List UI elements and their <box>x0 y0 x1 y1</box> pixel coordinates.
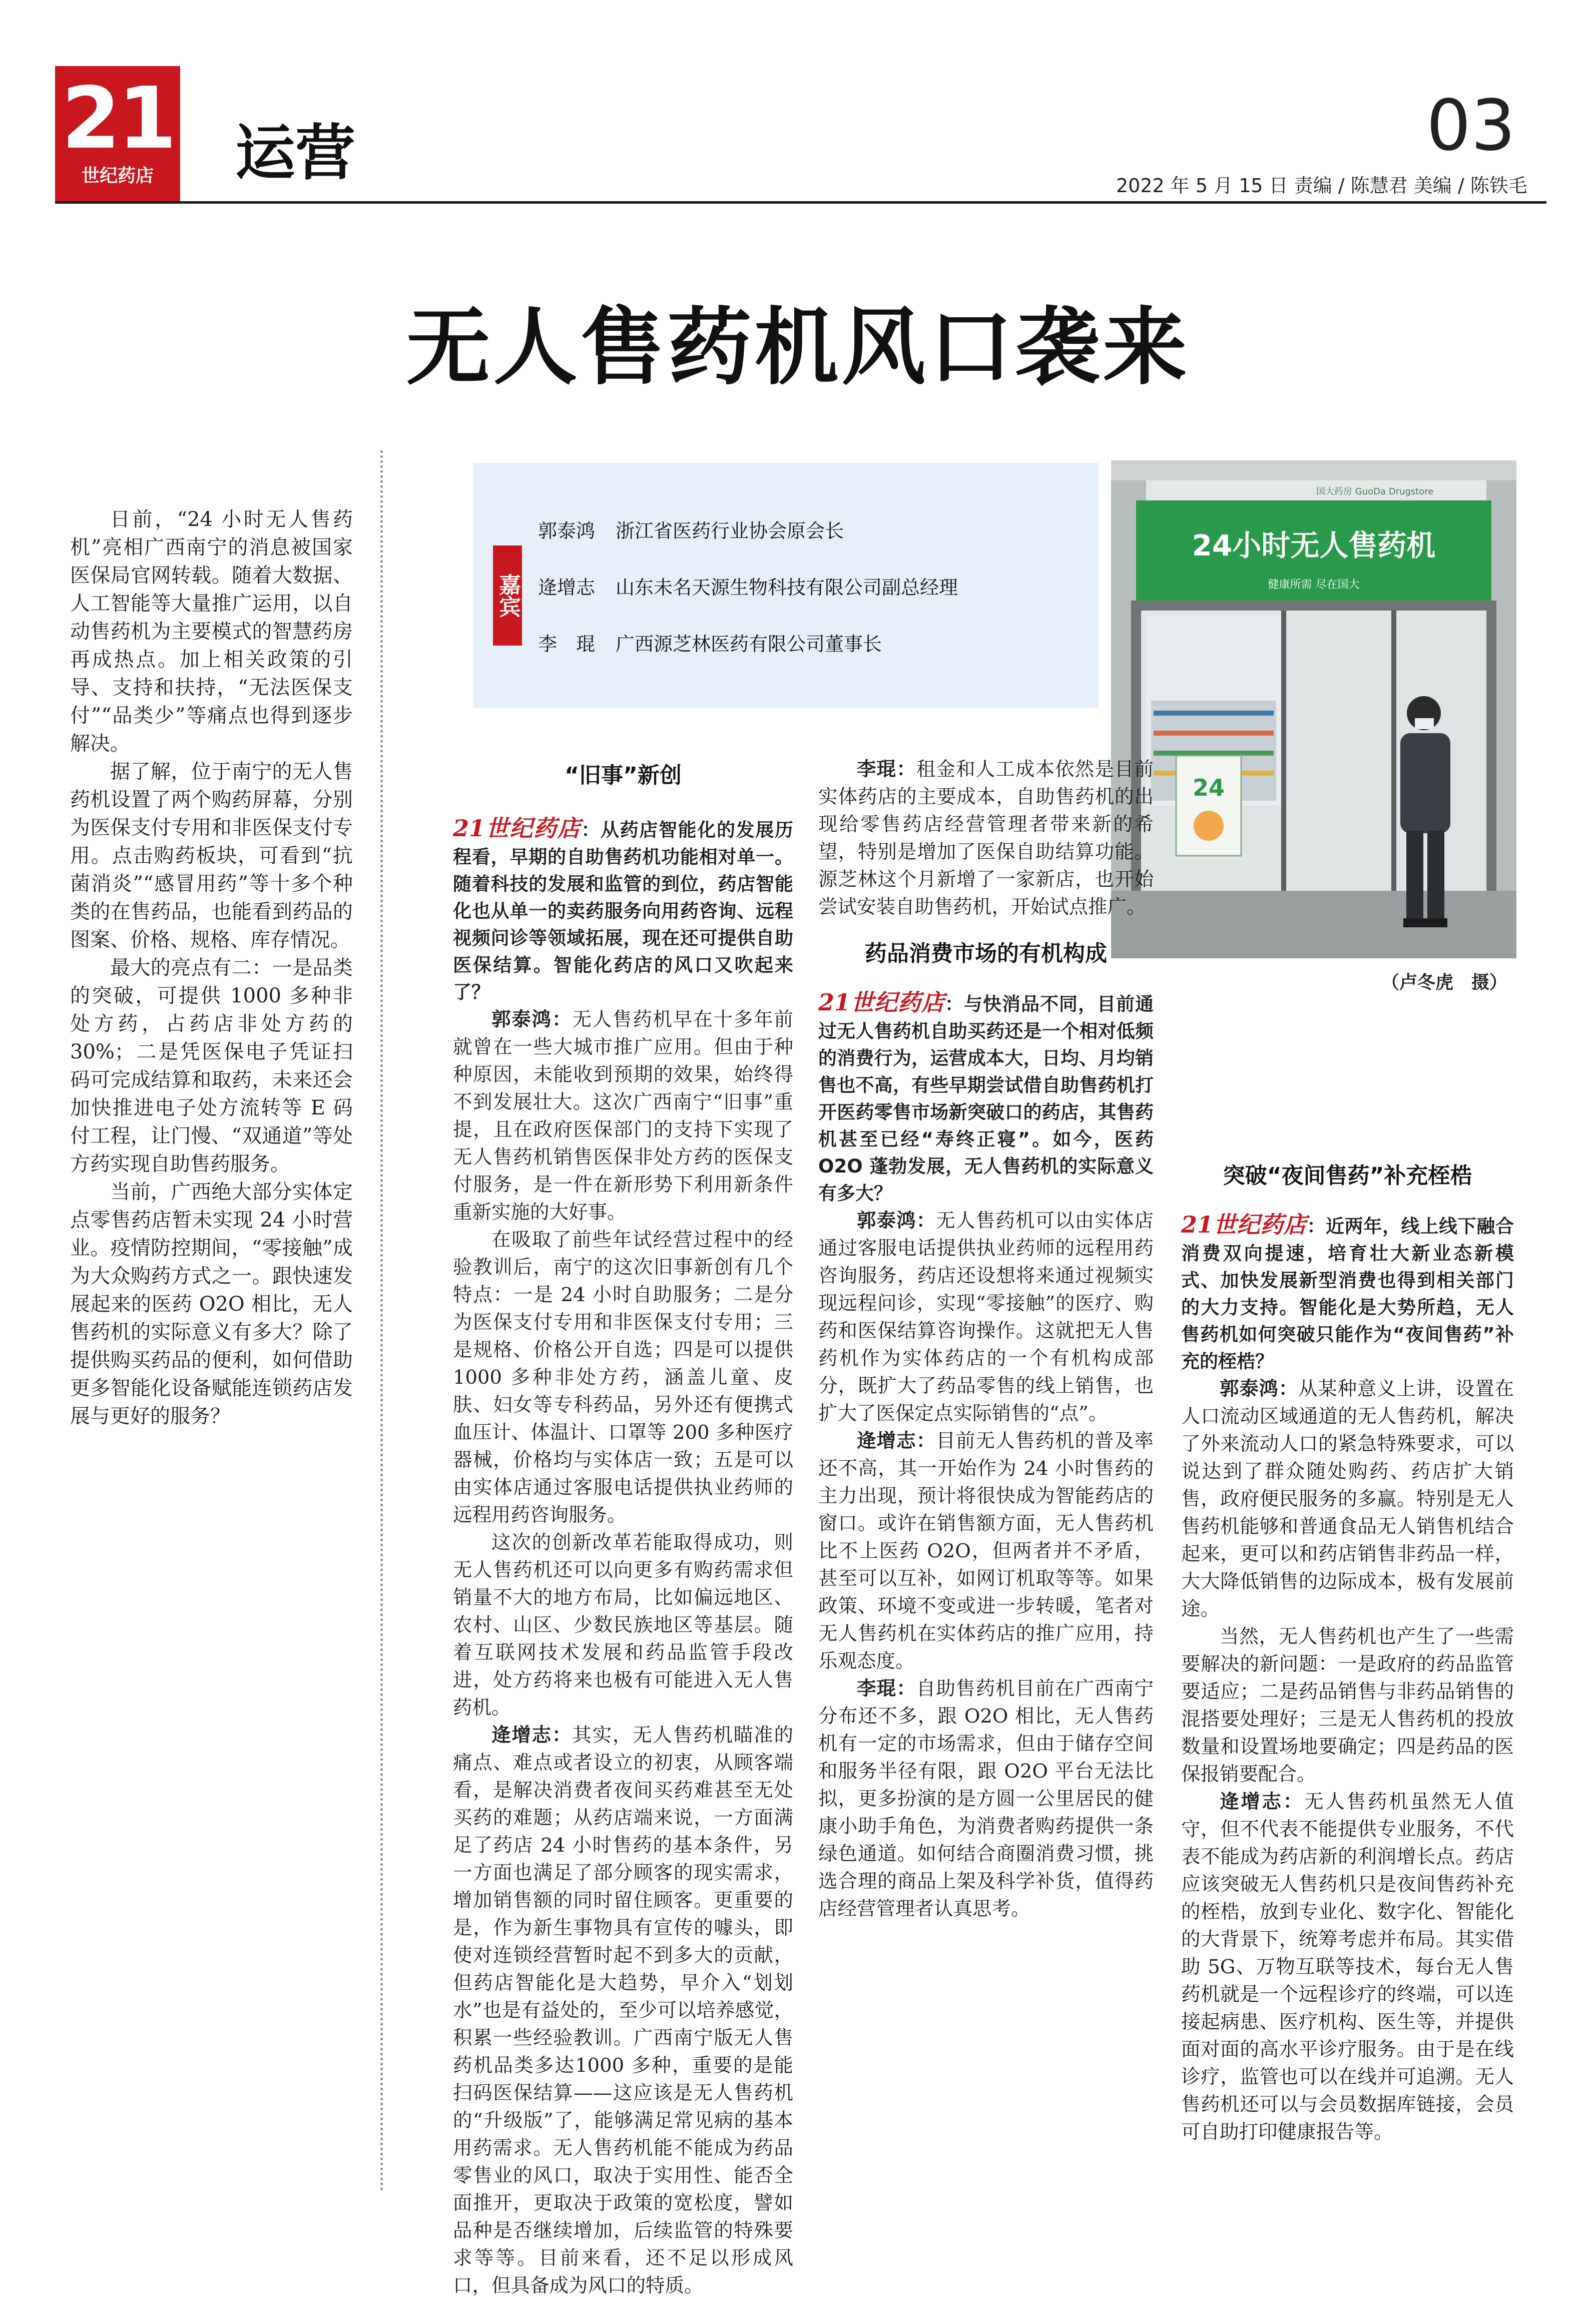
interview-question: 21世纪药店：从药店智能化的发展历程看，早期的自助售药机功能相对单一。随着科技的发展和监管的到位，药店智能化也从单一的卖药服务向用药咨询、远程视频问诊等领域拓展，现在还可提供自助医保结算。智能化药店的风口又吹起来了？ <box>453 815 793 1003</box>
speaker-name: 逄增志： <box>491 1724 573 1747</box>
intro-paragraph: 最大的亮点有二：一是品类的突破，可提供 1000 多种非处方药，占药店非处方药的 30%；二是凭医保电子凭证扫码可完成结算和取药，未来还会加快推进电子处方流转等 E 码付工程，让门慢、“双通道”等处方药实现自助售药服务。 <box>70 956 353 1176</box>
article-column-2 <box>818 756 1154 1923</box>
answer-paragraph: 当然，无人售药机也产生了一些需要解决的新问题：一是政府的药品监管要适应；二是药品销售与非药品销售的混搭要处理好；三是无人售药机的投放数量和设置场地要确定；四是药品的医保报销要配合。 <box>1181 1625 1514 1786</box>
speaker-name: 李琨： <box>857 1677 916 1700</box>
section-heading: 突破“夜间售药”补充桎梏 <box>1223 1163 1472 1189</box>
section-heading: “旧事”新创 <box>565 763 682 788</box>
store-brand-text: 国大药房 GuoDa Drugstore <box>1316 486 1434 497</box>
guest-tag-label: 嘉宾 <box>495 573 520 618</box>
speaker-name: 李琨： <box>857 758 916 781</box>
speaker-name: 逄增志： <box>857 1430 936 1452</box>
section-title: 运营 <box>235 119 355 188</box>
guest-row <box>538 515 844 543</box>
article-column-3 <box>1181 1016 1514 2146</box>
answer-paragraph: 郭泰鸿：从某种意义上讲，设置在人口流动区域通道的无人售药机，解决了外来流动人口的紧急特殊要求，可以说达到了群众随处购药、药店扩大销售，政府便民服务的多赢。特别是无人售药机能够和普通食品无人销售机结合起来，更可以和药店销售非药品一样，大大降低销售的边际成本，极有发展前途。 <box>1181 1378 1514 1620</box>
header-divider <box>55 201 1546 204</box>
guest-name: 逄增志 <box>538 577 596 599</box>
headline: 无人售药机风口袭来 <box>406 297 1190 396</box>
section-heading: 药品消费市场的有机构成 <box>865 941 1107 966</box>
article-column-1 <box>453 761 793 2299</box>
brand-mark: 21世纪药店 <box>453 815 582 842</box>
guest-title: 山东未名天源生物科技有限公司副总经理 <box>616 577 958 599</box>
column-divider <box>380 450 383 2192</box>
page-number: 03 <box>1426 85 1516 167</box>
logo-number: 21 <box>61 69 174 168</box>
answer-paragraph: 这次的创新改革若能取得成功，则无人售药机还可以向更多有购药需求但销量不大的地方布局，比如偏远地区、农村、山区、少数民族地区等基层。随着互联网技术发展和药品监管手段改进，处方药将来也极有可能进入无人售药机。 <box>453 1531 793 1719</box>
guest-name: 李 琨 <box>538 633 596 655</box>
speaker-name: 逄增志： <box>1220 1791 1305 1813</box>
brand-mark: 21世纪药店 <box>818 989 945 1016</box>
guest-name: 郭泰鸿 <box>538 520 596 542</box>
speaker-name: 郭泰鸿： <box>857 1210 936 1232</box>
guest-row <box>538 629 882 656</box>
photo-illustration <box>1111 460 1516 958</box>
speaker-name: 郭泰鸿： <box>491 1008 573 1031</box>
photo-sign-subtext: 健康所需 尽在国大 <box>1268 579 1360 591</box>
intro-paragraph: 日前，“24 小时无人售药机”亮相广西南宁的消息被国家医保局官网转载。随着大数据、人工智能等大量推广运用，以自动售药机为主要模式的智慧药房再成热点。加上相关政策的引导、支持和扶持，“无法医保支付”“品类少”等痛点也得到逐步解决。 <box>70 508 353 755</box>
answer-paragraph: 郭泰鸿：无人售药机早在十多年前就曾在一些大城市推广应用。但由于种种原因，未能收到预期的效果，始终得不到发展壮大。这次广西南宁“旧事”重提，且在政府医保部门的支持下实现了无人售药机销售医保非处方药的医保支付服务，是一件在新形势下利用新条件重新实施的大好事。 <box>453 1008 793 1224</box>
byline: 2022 年 5 月 15 日 责编 / 陈慧君 美编 / 陈铁毛 <box>1116 175 1527 197</box>
brand-mark: 21世纪药店 <box>1181 1211 1307 1238</box>
poster-number: 24 <box>1192 774 1225 801</box>
answer-paragraph: 李琨：自助售药机目前在广西南宁分布还不多，跟 O2O 相比，无人售药机有一定的市场需求，但由于储存空间和服务半径有限，跟 O2O 平台无法比拟，更多扮演的是方圆一公里居民的健康小助手角色，为消费者购药提供一条绿色通道。如何结合商圈消费习惯，挑选合理的商品上架及科学补货，值得药店经营管理者认真思考。 <box>818 1677 1154 1920</box>
interview-question: 21世纪药店：近两年，线上线下融合消费双向提速，培育壮大新业态新模式、加快发展新型消费也得到相关部门的大力支持。智能化是大势所趋，无人售药机如何突破只能作为“夜间售药”补充的桎梏？ <box>1181 1211 1514 1372</box>
speaker-name: 郭泰鸿： <box>1220 1378 1298 1400</box>
photo-sign-text: 24小时无人售药机 <box>1192 528 1436 562</box>
answer-paragraph: 李琨：租金和人工成本依然是目前实体药店的主要成本，自助售药机的出现给零售药店经营管理者带来新的希望，特别是增加了医保自助结算功能。源芝林这个月新增了一家新店，也开始尝试安装自助售药机，开始试点推广。 <box>818 758 1154 918</box>
intro-column <box>70 505 353 1430</box>
photo-caption: （卢冬虎 摄） <box>1381 972 1508 993</box>
newspaper-logo <box>55 66 180 201</box>
answer-paragraph: 在吸取了前些年试经营过程中的经验教训后，南宁的这次旧事新创有几个特点：一是 24 小时自助服务；二是分为医保支付专用和非医保支付专用；三是规格、价格公开自选；四是可以提供 1000 多种非处方药，涵盖儿童、皮肤、妇女等专科药品，另外还有便携式血压计、体温计、口罩等 200 多种医疗器械，价格均与实体店一致；五是可以由实体店通过客服电话提供执业药师的远程用药咨询服务。 <box>453 1229 793 1526</box>
answer-paragraph: 逄增志：目前无人售药机的普及率还不高，其一开始作为 24 小时售药的主力出现，预计将很快成为智能药店的窗口。或许在销售额方面，无人售药机比不上医药 O2O，但两者并不矛盾，甚至可以互补，如网订机取等等。如果政策、环境不变或进一步转暖，笔者对无人售药机在实体药店的推广应用，持乐观态度。 <box>818 1430 1154 1672</box>
intro-paragraph: 据了解，位于南宁的无人售药机设置了两个购药屏幕，分别为医保支付专用和非医保支付专用。点击购药板块，可看到“抗菌消炎”“感冒用药”等十多个种类的在售药品，也能看到药品的图案、价格、规格、库存情况。 <box>70 760 353 951</box>
guest-row <box>538 572 958 600</box>
guest-box <box>473 463 1099 708</box>
answer-paragraph: 逄增志：其实，无人售药机瞄准的痛点、难点或者设立的初衷，从顾客端看，是解决消费者夜间买药难甚至无处买药的难题；从药店端来说，一方面满足了药店 24 小时售药的基本条件，另一方面也满足了部分顾客的现实需求，增加销售额的同时留住顾客。更重要的是，作为新生事物具有宣传的噱头，即使对连锁经营暂时起不到多大的贡献，但药店智能化是大趋势，早介入“划划水”也是有益处的，至少可以培养感觉，积累一些经验教训。广西南宁版无人售药机品类多达1000 多种，重要的是能扫码医保结算——这应该是无人售药机的“升级版”了，能够满足常见病的基本用药需求。无人售药机能不能成为药品零售业的风口，取决于实用性、能否全面推开，更取决于政策的宽松度，譬如品种是否继续增加，后续监管的特殊要求等等。目前来看，还不足以形成风口，但具备成为风口的特质。 <box>453 1724 793 2297</box>
interview-question: 21世纪药店：与快消品不同，目前通过无人售药机自助买药还是一个相对低频的消费行为，运营成本大，日均、月均销售也不高，有些早期尝试借自助售药机打开医药零售市场新突破口的药店，其售药机甚至已经“寿终正寝”。如今，医药 O2O 蓬勃发展，无人售药机的实际意义有多大？ <box>818 989 1154 1204</box>
guest-tag <box>493 545 522 646</box>
logo-name: 世纪药店 <box>81 166 154 186</box>
vending-machine-photo <box>1111 460 1516 958</box>
answer-paragraph: 郭泰鸿：无人售药机可以由实体店通过客服电话提供执业药师的远程用药咨询服务，药店还设想将来通过视频实现远程问诊，实现“零接触”的医疗、购药和医保结算咨询操作。这就把无人售药机作为实体药店的一个有机构成部分，既扩大了药品零售的线上销售，也扩大了医保定点实际销售的“点”。 <box>818 1210 1154 1425</box>
intro-paragraph: 当前，广西绝大部分实体定点零售药店暂未实现 24 小时营业。疫情防控期间，“零接触”成为大众购药方式之一。跟快速发展起来的医药 O2O 相比，无人售药机的实际意义有多大？除了提供购买药品的便利，如何借助更多智能化设备赋能连锁药店发展与更好的服务？ <box>70 1181 353 1428</box>
answer-paragraph: 逄增志：无人售药机虽然无人值守，但不代表不能提供专业服务，不代表不能成为药店新的利润增长点。药店应该突破无人售药机只是夜间售药补充的桎梏，放到专业化、数字化、智能化的大背景下，统筹考虑并布局。其实借助 5G、万物互联等技术，每台无人售药机就是一个远程诊疗的终端，可以连接起病患、医疗机构、医生等，并提供面对面的高水平诊疗服务。由于是在线诊疗，监管也可以在线并可追溯。无人售药机还可以与会员数据库链接，会员可自助打印健康报告等。 <box>1181 1791 1514 2143</box>
guest-title: 广西源芝林医药有限公司董事长 <box>616 633 882 655</box>
guest-title: 浙江省医药行业协会原会长 <box>616 520 844 542</box>
